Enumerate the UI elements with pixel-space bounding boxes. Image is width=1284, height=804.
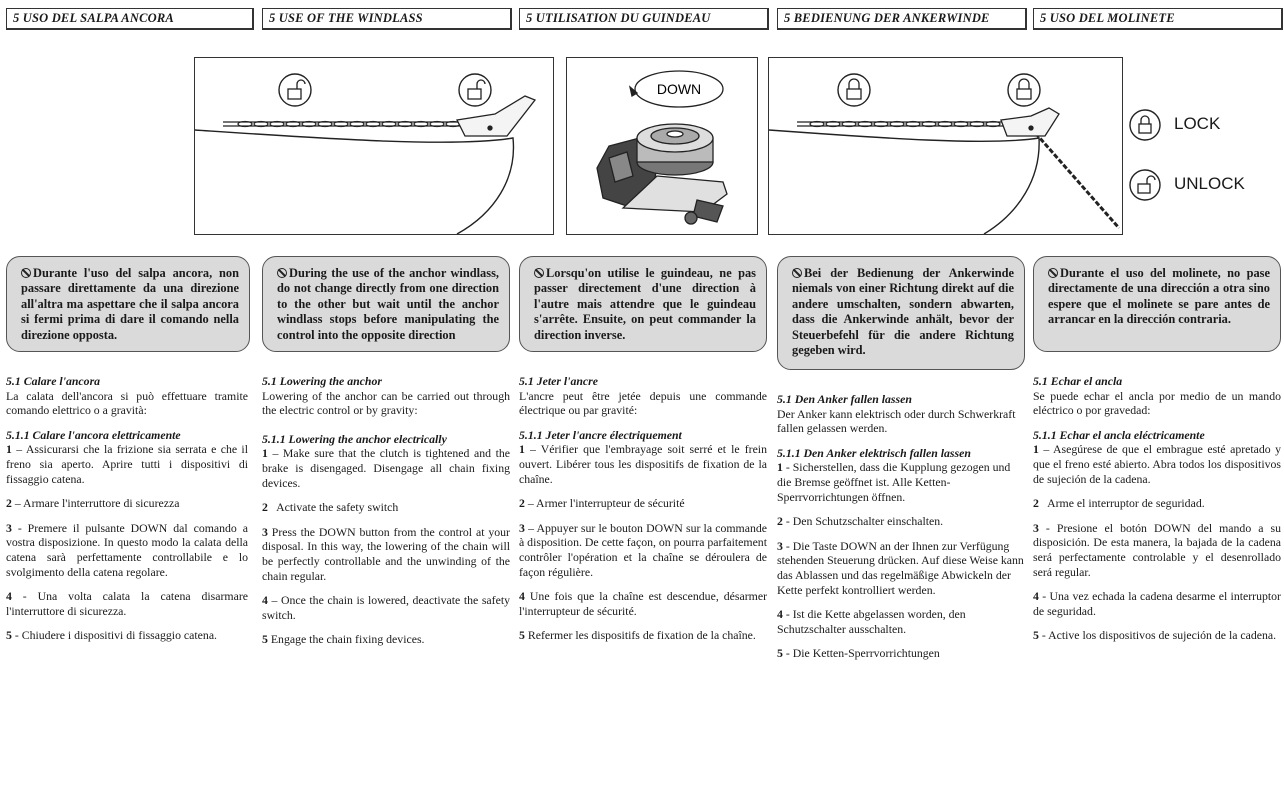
step-2: 2 Activate the safety switch [262, 500, 399, 515]
anchor-chain [797, 122, 1119, 229]
header-fr: 5 UTILISATION DU GUINDEAU [519, 8, 769, 30]
unlock-icon [279, 74, 311, 106]
column-fr [519, 374, 767, 653]
step-5: 5 Engage the chain fixing devices. [262, 632, 425, 647]
step-1: 1 – Assicurarsi che la frizione sia serrata e che il freno sia aperto. Aprire tutti i dispositivi di fissaggio catena. [6, 442, 248, 486]
step-1: 1 – Make sure that the clutch is tightened and the brake is disengaged. Disengage all chain fixing devices. [262, 446, 510, 490]
down-label: DOWN [656, 81, 702, 97]
step-4: 4 Une fois que la chaîne est descendue, désarmer l'interrupteur de sécurité. [519, 589, 767, 618]
warning-text: Durante el uso del molinete, no pase directamente de una dirección a otra sino espere que el molinete se pare antes de arrancar en la dirección contraria. [1048, 266, 1270, 327]
section-intro: Lowering of the anchor can be carried out through the electric control or by gravity: [262, 388, 510, 418]
section-heading: 5.1 Den Anker fallen lassen [777, 392, 912, 406]
figure-unlocked-deck [194, 57, 554, 235]
warning-box-it [6, 256, 250, 352]
step-3: 3 - Presione el botón DOWN del mando a su disposición. De esta manera, la bajada de la cadena será perfectamente controlable y el desenrollado será regular. [1033, 520, 1281, 579]
warning-text: Bei der Bedienung der Ankerwinde niemals von einer Richtung direkt auf die andere umschalten, sondern abwarten, dass die Ankerwinde anhält, bevor der Steuerbefehl für die andere Richtung gegeben wird. [792, 266, 1014, 358]
legend-lock-label: LOCK [1174, 114, 1221, 133]
warning-box-es [1033, 256, 1281, 352]
section-heading: 5.1 Lowering the anchor [262, 374, 382, 388]
step-3: 3 Press the DOWN button from the control at your disposal. In this way, the lowering of the chain will be perfectly controllable and the unwinding of the chain regular. [262, 524, 510, 583]
warning-text: Durante l'uso del salpa ancora, non passare direttamente da una direzione all'altra ma aspettare che il salpa ancora si fermi prima di dare il comando nella direzione opposta. [21, 266, 239, 342]
step-1: 1 – Asegúrese de que el embrague esté apretado y que el freno esté abierto. Abra todos los dispositivos de sujeción de la cadena. [1033, 442, 1281, 486]
step-2: 2 – Armare l'interruttore di sicurezza [6, 496, 180, 511]
section-heading: 5.1 Echar el ancla [1033, 374, 1123, 388]
step-2: 2 - Den Schutzschalter einschalten. [777, 514, 944, 529]
step-1: 1 - Sicherstellen, dass die Kupplung gezogen und die Bremse geöffnet ist. Alle Ketten-Sperrvorrichtungen öffnen. [777, 460, 1011, 504]
unlock-icon [459, 74, 491, 106]
hull-outline [769, 130, 1039, 234]
warning-text: Lorsqu'on utilise le guindeau, ne pas passer directement d'une direction à l'autre mais attendre que le guindeau s'arrête. Ensuite, on peut commander la direction inverse. [534, 266, 756, 342]
prohibition-icon [1048, 268, 1058, 278]
hull-outline [195, 130, 513, 234]
header-de: 5 BEDIENUNG DER ANKERWINDE [777, 8, 1027, 30]
figure-windlass-down [566, 57, 758, 235]
step-4: 4 - Una vez echada la cadena desarme el interruptor de seguridad. [1033, 589, 1281, 618]
section-intro: Se puede echar el ancla por medio de un mando eléctrico o por gravedad: [1033, 388, 1281, 418]
warning-box-fr [519, 256, 767, 352]
section-intro: La calata dell'ancora si può effettuare tramite comando elettrico o a gravità: [6, 388, 248, 418]
lock-icon [1008, 74, 1040, 106]
step-5: 5 - Chiudere i dispositivi di fissaggio catena. [6, 628, 218, 643]
prohibition-icon [21, 268, 31, 278]
section-heading: 5.1 Jeter l'ancre [519, 374, 598, 388]
step-5: 5 Refermer les dispositifs de fixation de la chaîne. [519, 628, 756, 643]
figure-locked-deck [768, 57, 1123, 235]
column-es [1033, 374, 1281, 653]
subsection-heading: 5.1.1 Calare l'ancora elettricamente [6, 427, 181, 442]
column-en [262, 374, 510, 657]
step-3: 3 – Appuyer sur le bouton DOWN sur la commande à disposition. De cette façon, on pourra parfaitement contrôler l'opération et la chaîne se déroulera de façon régulière. [519, 520, 767, 579]
subsection-heading: 5.1.1 Den Anker elektrisch fallen lassen [777, 445, 971, 460]
prohibition-icon [534, 268, 544, 278]
step-3: 3 - Premere il pulsante DOWN dal comando a vostra disposizione. In questo modo la calata della catena sarà perfettamente controllabile e lo svolgimento della catena regolare. [6, 520, 248, 579]
step-5: 5 - Die Ketten-Sperrvorrichtungen [777, 646, 940, 661]
step-5: 5 - Active los dispositivos de sujeción de la cadena. [1033, 628, 1277, 643]
section-intro: L'ancre peut être jetée depuis une commande électrique ou par gravité: [519, 388, 767, 418]
step-2: 2 – Armer l'interrupteur de sécurité [519, 496, 685, 511]
step-1: 1 – Vérifier que l'embrayage soit serré et le frein ouvert. Libérer tous les dispositifs de fixation de la chaîne. [519, 442, 767, 486]
step-2: 2 Arme el interruptor de seguridad. [1033, 496, 1205, 511]
bow-roller [1001, 108, 1059, 136]
column-it [6, 374, 248, 653]
warning-text: During the use of the anchor windlass, do not change directly from one direction to the other but wait until the anchor windlass stops before manipulating the control into the opposite direction [277, 266, 499, 342]
header-es: 5 USO DEL MOLINETE [1033, 8, 1283, 30]
header-en: 5 USE OF THE WINDLASS [262, 8, 512, 30]
legend-unlock-label: UNLOCK [1174, 174, 1245, 193]
header-it: 5 USO DEL SALPA ANCORA [6, 8, 254, 30]
section-heading: 5.1 Calare l'ancora [6, 374, 101, 388]
step-3: 3 - Die Taste DOWN an der Ihnen zur Verfügung stehenden Steuerung drücken. Auf diese Weise kann das Ablassen und das regelmäßige Abwickeln der Kette perfekt kontrolliert werden. [777, 538, 1024, 597]
subsection-heading: 5.1.1 Jeter l'ancre électriquement [519, 427, 682, 442]
lock-icon [838, 74, 870, 106]
anchor-chain [223, 122, 485, 127]
prohibition-icon [277, 268, 287, 278]
windlass-illustration [597, 124, 727, 224]
section-intro: Der Anker kann elektrisch oder durch Schwerkraft fallen gelassen werden. [777, 406, 1016, 436]
step-4: 4 - Ist die Kette abgelassen worden, den Schutzschalter ausschalten. [777, 607, 966, 636]
warning-box-en [262, 256, 510, 352]
prohibition-icon [792, 268, 802, 278]
warning-box-de [777, 256, 1025, 370]
column-de [777, 392, 1025, 671]
subsection-heading: 5.1.1 Lowering the anchor electrically [262, 431, 447, 446]
subsection-heading: 5.1.1 Echar el ancla eléctricamente [1033, 427, 1205, 442]
step-4: 4 - Una volta calata la catena disarmare l'interruttore di sicurezza. [6, 589, 248, 618]
lock-icon [1128, 108, 1162, 142]
unlock-icon [1128, 168, 1162, 202]
step-4: 4 – Once the chain is lowered, deactivate the safety switch. [262, 593, 510, 622]
